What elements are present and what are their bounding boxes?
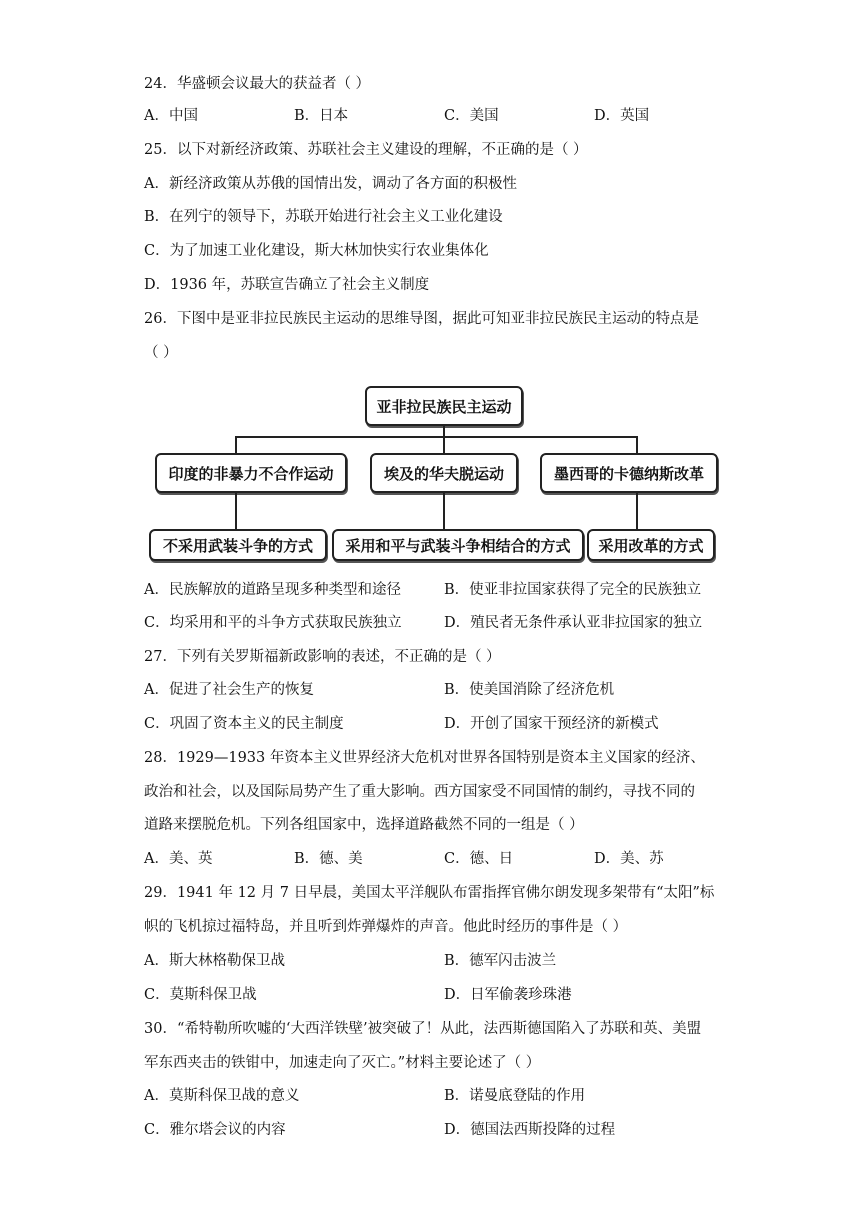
question-29-stem-line1: 29．1941 年 12 月 7 日早晨，美国太平洋舰队布雷指挥官佛尔朗发现多架带有“太阳”标 <box>144 885 715 901</box>
q25-option-a: A．新经济政策从苏俄的国情出发，调动了各方面的积极性 <box>144 176 517 192</box>
q24-option-c: C．美国 <box>444 108 499 124</box>
question-30-stem-line1: 30．“希特勒所吹嘘的‘大西洋铁壁’被突破了！从此，法西斯德国陷入了苏联和英、美盟 <box>144 1021 702 1037</box>
question-28-stem-line3: 道路来摆脱危机。下列各组国家中，选择道路截然不同的一组是（ ） <box>144 817 584 833</box>
question-27-stem: 27．下列有关罗斯福新政影响的表述，不正确的是（ ） <box>144 649 501 665</box>
q24-option-a: A．中国 <box>144 108 198 124</box>
mindmap-root: 亚非拉民族民主运动 <box>365 386 523 426</box>
connector <box>636 491 638 529</box>
question-25-stem: 25．以下对新经济政策、苏联社会主义建设的理解，不正确的是（ ） <box>144 142 588 158</box>
q26-option-c: C．均采用和平的斗争方式获取民族独立 <box>144 615 402 631</box>
q27-option-b: B．使美国消除了经济危机 <box>444 682 615 698</box>
q28-option-d: D．美、苏 <box>594 851 664 867</box>
connector <box>235 491 237 529</box>
question-29-stem-line2: 帜的飞机掠过福特岛，并且听到炸弹爆炸的声音。他此时经历的事件是（ ） <box>144 919 628 935</box>
mindmap-branch-india: 印度的非暴力不合作运动 <box>155 453 347 493</box>
mindmap-method-mexico: 采用改革的方式 <box>587 529 715 561</box>
q29-option-d: D．日军偷袭珍珠港 <box>444 987 572 1003</box>
q30-option-b: B．诺曼底登陆的作用 <box>444 1088 586 1104</box>
q28-option-a: A．美、英 <box>144 851 213 867</box>
question-28-stem-line2: 政治和社会，以及国际局势产生了重大影响。西方国家受不同国情的制约，寻找不同的 <box>144 784 695 800</box>
q25-option-b: B．在列宁的领导下，苏联开始进行社会主义工业化建设 <box>144 209 503 225</box>
q26-option-b: B．使亚非拉国家获得了完全的民族独立 <box>444 582 702 598</box>
q30-option-d: D．德国法西斯投降的过程 <box>444 1122 616 1138</box>
q27-option-d: D．开创了国家干预经济的新模式 <box>444 716 659 732</box>
q25-option-d: D．1936 年，苏联宣告确立了社会主义制度 <box>144 277 430 293</box>
question-28-stem-line1: 28．1929—1933 年资本主义世界经济大危机对世界各国特别是资本主义国家的经济、 <box>144 750 705 766</box>
mindmap-method-india: 不采用武装斗争的方式 <box>149 529 327 561</box>
q29-option-b: B．德军闪击波兰 <box>444 953 557 969</box>
question-26-stem-line2: （ ） <box>144 345 178 361</box>
q26-option-d: D．殖民者无条件承认亚非拉国家的独立 <box>444 615 703 631</box>
q29-option-c: C．莫斯科保卫战 <box>144 987 257 1003</box>
q24-option-d: D．英国 <box>594 108 650 124</box>
connector <box>235 436 237 453</box>
q27-option-c: C．巩固了资本主义的民主制度 <box>144 716 344 732</box>
q30-option-c: C．雅尔塔会议的内容 <box>144 1122 286 1138</box>
mindmap-method-egypt: 采用和平与武装斗争相结合的方式 <box>332 529 584 561</box>
mindmap-branch-mexico: 墨西哥的卡德纳斯改革 <box>540 453 718 493</box>
q27-option-a: A．促进了社会生产的恢复 <box>144 682 314 698</box>
q25-option-c: C．为了加速工业化建设，斯大林加快实行农业集体化 <box>144 243 489 259</box>
q24-option-b: B．日本 <box>294 108 349 124</box>
connector <box>235 436 638 438</box>
question-30-stem-line2: 军东西夹击的铁钳中，加速走向了灭亡。”材料主要论述了（ ） <box>144 1055 541 1071</box>
q28-option-b: B．德、美 <box>294 851 363 867</box>
q28-option-c: C．德、日 <box>444 851 514 867</box>
connector <box>443 436 445 453</box>
q29-option-a: A．斯大林格勒保卫战 <box>144 953 285 969</box>
q30-option-a: A．莫斯科保卫战的意义 <box>144 1088 300 1104</box>
connector <box>636 436 638 453</box>
question-26-stem-line1: 26．下图中是亚非拉民族民主运动的思维导图，据此可知亚非拉民族民主运动的特点是 <box>144 311 699 327</box>
connector <box>443 491 445 529</box>
mindmap-branch-egypt: 埃及的华夫脱运动 <box>370 453 518 493</box>
q26-option-a: A．民族解放的道路呈现多种类型和途径 <box>144 582 401 598</box>
question-24-stem: 24．华盛顿会议最大的获益者（ ） <box>144 76 371 92</box>
